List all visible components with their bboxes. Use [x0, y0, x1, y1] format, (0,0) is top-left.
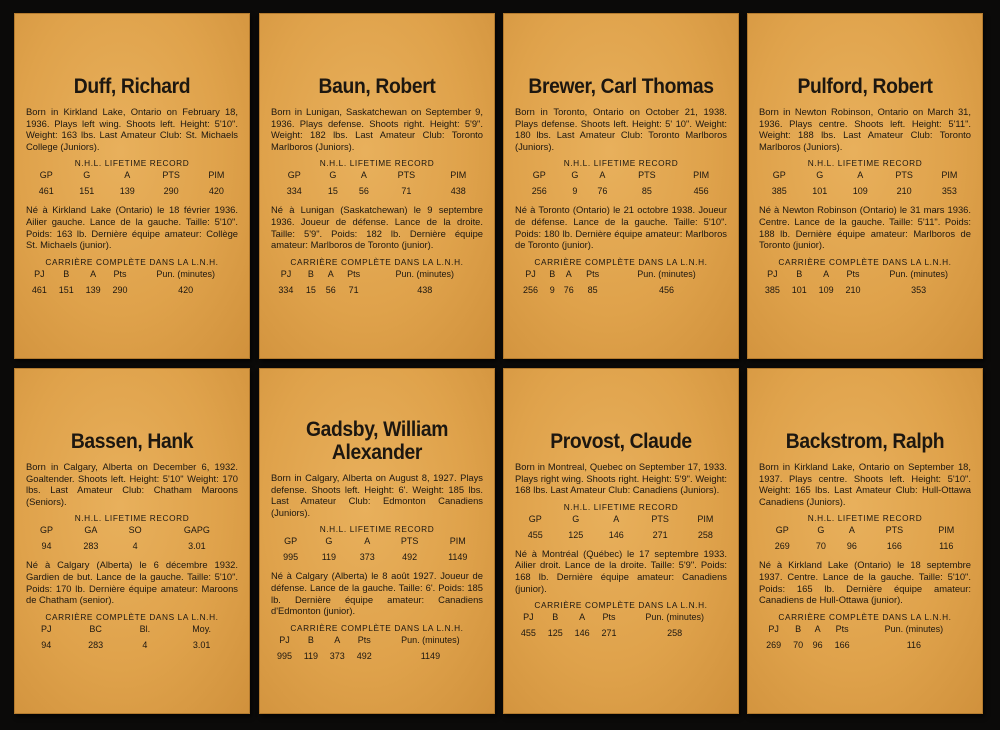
- player-card: [747, 368, 983, 714]
- stat-header: Pts: [846, 268, 860, 279]
- stat-header: PIM: [208, 170, 225, 181]
- stat-header: PIM: [941, 170, 958, 181]
- stat-header: PJ: [767, 268, 778, 279]
- stat-header: G: [816, 170, 824, 181]
- stat-header: PJ: [523, 612, 534, 623]
- record-title-french: CARRIÈRE COMPLÈTE DANS LA L.N.H.: [778, 611, 952, 622]
- stat-value: 96: [846, 541, 857, 552]
- stat-header: Bl.: [139, 623, 151, 634]
- stat-header: B: [796, 268, 803, 279]
- player-name: Brewer, Carl Thomas: [528, 75, 714, 98]
- stat-value: 56: [358, 186, 369, 197]
- stat-header: PIM: [450, 170, 467, 181]
- player-name: Baun, Robert: [318, 75, 436, 98]
- stat-value: 210: [845, 284, 861, 295]
- stat-value: 85: [587, 284, 598, 295]
- stat-header: Pts: [602, 612, 616, 623]
- stat-header: Pun. (minutes): [884, 623, 944, 634]
- stat-header: PJ: [280, 268, 292, 279]
- stat-header: A: [124, 170, 131, 181]
- stat-value: 56: [325, 284, 336, 295]
- stat-value: 1149: [420, 650, 441, 661]
- stat-header: A: [90, 268, 97, 279]
- stat-value: 3.01: [192, 639, 211, 650]
- bio-french: Né à Newton Robinson (Ontario) le 31 mars 1936. Centre. Lance de la gauche. Taille: 5'11". Poids: 188 lb. Dernière équipe amateur: Marlboros de Toronto (junior).: [759, 204, 971, 251]
- stat-header: Moy.: [192, 623, 212, 634]
- stat-header: A: [823, 268, 830, 279]
- stat-header: G: [571, 170, 579, 181]
- stat-value: 119: [321, 552, 337, 563]
- player-card: [747, 13, 983, 359]
- record-title-french: CARRIÈRE COMPLÈTE DANS LA L.N.H.: [290, 622, 464, 633]
- stat-value: 456: [659, 284, 675, 295]
- record-title-english: N.H.L. LIFETIME RECORD: [807, 513, 923, 524]
- stat-value: 71: [348, 284, 359, 295]
- stat-header: A: [613, 513, 620, 524]
- stat-header: Pts: [113, 268, 127, 279]
- stat-header: PJ: [525, 268, 536, 279]
- stat-value: 271: [652, 529, 668, 540]
- stats-table-english: [759, 169, 971, 198]
- record-title-english: N.H.L. LIFETIME RECORD: [319, 158, 435, 169]
- stat-value: 166: [886, 541, 902, 552]
- stat-value: 139: [85, 284, 101, 295]
- bio-english: Born in Calgary, Alberta on December 6, 1932. Goaltender. Shoots left. Height: 5'10" Weight: 170 lbs. Last Amateur Club: Chatham Maroons (Seniors).: [26, 461, 238, 507]
- stat-value: 256: [531, 186, 547, 197]
- stat-value: 166: [834, 639, 850, 650]
- stat-value: 94: [41, 541, 52, 552]
- player-card: [503, 368, 739, 714]
- stat-value: 116: [906, 639, 922, 650]
- stat-value: 438: [450, 186, 466, 197]
- player-name: Gadsby, William Alexander: [305, 418, 449, 464]
- stats-table-english: [26, 524, 238, 553]
- stat-header: Pun. (minutes): [637, 268, 696, 279]
- stat-header: A: [327, 268, 334, 279]
- stat-header: A: [814, 623, 821, 634]
- stat-value: 995: [283, 552, 299, 563]
- stat-value: 4: [142, 639, 148, 650]
- stat-value: 4: [132, 541, 138, 552]
- stat-header: G: [325, 536, 333, 547]
- stat-header: B: [307, 634, 314, 645]
- stat-value: 420: [178, 284, 194, 295]
- stats-table-english: [26, 169, 238, 198]
- stat-header: PIM: [938, 525, 955, 536]
- stat-header: GP: [287, 170, 301, 181]
- stat-header: G: [329, 170, 337, 181]
- stat-header: PJ: [34, 268, 45, 279]
- stat-header: A: [599, 170, 606, 181]
- stat-value: 85: [641, 186, 652, 197]
- stat-value: 109: [852, 186, 868, 197]
- record-title-english: N.H.L. LIFETIME RECORD: [319, 524, 435, 535]
- bio-english: Born in Calgary, Alberta on August 8, 1927. Plays defense. Shoots left. Height: 6'. Weight: 185 lbs. Last Amateur Club: Edmonton Canadiens (Juniors).: [271, 472, 483, 518]
- stat-value: 109: [818, 284, 834, 295]
- stat-header: G: [572, 513, 580, 524]
- bio-french: Né à Lunigan (Saskatchewan) le 9 septembre 1936. Joueur de défense. Lance de la droite. Taille: 5'9". Poids: 182 lb. Dernière équipe amateur: Marlboros de Toronto (junior).: [271, 204, 483, 251]
- stat-value: 9: [572, 186, 578, 197]
- stat-value: 101: [791, 284, 807, 295]
- stat-header: Pts: [586, 268, 600, 279]
- stat-header: PTS: [651, 513, 669, 524]
- bio-english: Born in Montreal, Quebec on September 17, 1933. Plays right wing. Shoots right. Height: 5'9". Weight: 168 lbs. Last Amateur Club: Canadiens (Juniors).: [515, 461, 727, 496]
- stat-value: 125: [568, 529, 584, 540]
- stat-header: Pts: [347, 268, 361, 279]
- bio-english: Born in Lunigan, Saskatchewan on September 9, 1936. Plays defense. Shoots right. Height: 5'9". Weight: 182 lbs. Last Amateur Club: Toronto Marlboros (Juniors).: [271, 106, 483, 152]
- stat-header: Pts: [357, 634, 371, 645]
- stat-value: 269: [774, 541, 790, 552]
- stat-value: 76: [563, 284, 574, 295]
- stat-value: 334: [286, 186, 302, 197]
- bio-french: Né à Kirkland Lake (Ontario) le 18 septembre 1937. Centre. Lance de la gauche. Taille: 5'10". Poids: 165 lb. Dernière équipe amateur: Canadiens de Hull-Ottawa (junior).: [759, 559, 971, 606]
- stat-value: 116: [939, 541, 954, 552]
- stat-header: Pts: [835, 623, 849, 634]
- player-card: [259, 368, 495, 714]
- stats-table-french: [26, 623, 238, 652]
- stat-header: PIM: [693, 170, 710, 181]
- stat-header: GP: [528, 513, 542, 524]
- record-title-french: CARRIÈRE COMPLÈTE DANS LA L.N.H.: [778, 256, 952, 267]
- record-title-french: CARRIÈRE COMPLÈTE DANS LA L.N.H.: [290, 256, 464, 267]
- stat-header: Pun. (minutes): [645, 612, 704, 623]
- bio-french: Né à Kirkland Lake (Ontario) le 18 février 1936. Ailier gauche. Lance de la gauche. Taille: 5'10". Poids: 163 lb. Dernière équipe amateur: Collège St. Michaels (junior).: [26, 204, 238, 251]
- stats-table-english: [759, 524, 971, 553]
- stat-header: B: [552, 612, 559, 623]
- stat-value: 271: [601, 628, 617, 639]
- stat-header: GP: [772, 170, 786, 181]
- stat-value: 353: [941, 186, 957, 197]
- stat-header: PTS: [895, 170, 913, 181]
- stat-header: GP: [40, 525, 54, 536]
- bio-english: Born in Kirkland Lake, Ontario on February 18, 1936. Plays left wing. Shoots left. Height: 5'10". Weight: 163 lbs. Last Amateur Club: St. Michaels College (Juniors).: [26, 106, 238, 152]
- stat-value: 461: [31, 284, 47, 295]
- stat-header: Pun. (minutes): [401, 634, 460, 645]
- stat-header: GP: [532, 170, 546, 181]
- stats-table-french: [515, 611, 727, 640]
- bio-english: Born in Newton Robinson, Ontario on March 31, 1936. Plays centre. Shoots left. Height: 5'11". Weight: 188 lbs. Last Amateur Club: Toronto Marlboros (Juniors).: [759, 106, 971, 152]
- stat-value: 146: [574, 628, 590, 639]
- stat-header: PTS: [397, 170, 416, 181]
- stat-header: PTS: [638, 170, 656, 181]
- stats-table-french: [759, 268, 971, 297]
- stat-value: 283: [83, 541, 99, 552]
- stat-header: G: [83, 170, 91, 181]
- record-title-english: N.H.L. LIFETIME RECORD: [563, 158, 679, 169]
- stat-value: 461: [38, 186, 54, 197]
- stat-header: A: [579, 612, 586, 623]
- player-name: Duff, Richard: [73, 75, 191, 98]
- stat-header: B: [549, 268, 556, 279]
- stat-value: 94: [41, 639, 52, 650]
- player-name: Provost, Claude: [550, 430, 692, 453]
- player-name: Pulford, Robert: [797, 75, 933, 98]
- stat-header: A: [360, 170, 367, 181]
- stat-value: 420: [208, 186, 224, 197]
- stat-value: 290: [163, 186, 179, 197]
- stat-header: A: [334, 634, 341, 645]
- stat-value: 9: [549, 284, 555, 295]
- stat-header: SO: [128, 525, 142, 536]
- stat-value: 373: [329, 650, 345, 661]
- stat-value: 290: [112, 284, 128, 295]
- bio-english: Born in Kirkland Lake, Ontario on September 18, 1937. Plays centre. Shoots left. Height: 5'10". Weight: 165 lbs. Last Amateur Club: Hull-Ottawa Canadiens (Juniors).: [759, 461, 971, 507]
- stats-table-english: [271, 169, 483, 198]
- stat-value: 258: [697, 529, 713, 540]
- stat-value: 438: [417, 284, 433, 295]
- player-card: [14, 13, 250, 359]
- stat-header: GP: [39, 170, 53, 181]
- stats-table-french: [26, 268, 238, 297]
- stat-header: Pun. (minutes): [395, 268, 455, 279]
- player-card: [503, 13, 739, 359]
- stat-header: GP: [775, 525, 789, 536]
- stat-value: 139: [119, 186, 135, 197]
- stat-header: PTS: [162, 170, 180, 181]
- record-title-french: CARRIÈRE COMPLÈTE DANS LA L.N.H.: [534, 600, 708, 611]
- stat-header: GP: [284, 536, 298, 547]
- stats-table-french: [271, 268, 483, 297]
- stat-value: 385: [771, 186, 787, 197]
- stat-header: PTS: [400, 536, 419, 547]
- stat-value: 101: [812, 186, 828, 197]
- stat-header: GA: [84, 525, 98, 536]
- stat-value: 334: [278, 284, 294, 295]
- record-title-english: N.H.L. LIFETIME RECORD: [563, 501, 679, 512]
- stat-header: PIM: [697, 513, 714, 524]
- stat-value: 385: [764, 284, 780, 295]
- stat-value: 96: [812, 639, 823, 650]
- stats-table-french: [759, 623, 971, 652]
- stat-header: G: [817, 525, 825, 536]
- stat-header: GAPG: [183, 525, 210, 536]
- record-title-french: CARRIÈRE COMPLÈTE DANS LA L.N.H.: [45, 611, 219, 622]
- stat-value: 492: [402, 552, 418, 563]
- stat-value: 353: [911, 284, 927, 295]
- bio-french: Né à Calgary (Alberta) le 6 décembre 1932. Gardien de but. Lance de la gauche. Taille: 5'10". Poids: 170 lb. Dernière équipe amateur: Maroons de Chatham (senior).: [26, 559, 238, 606]
- stat-header: Pun. (minutes): [156, 268, 215, 279]
- stat-header: A: [857, 170, 864, 181]
- record-title-english: N.H.L. LIFETIME RECORD: [74, 513, 190, 524]
- stat-value: 258: [667, 628, 683, 639]
- stats-table-english: [515, 169, 727, 198]
- stat-header: PJ: [41, 623, 52, 634]
- stats-table-english: [515, 513, 727, 542]
- bio-french: Né à Montréal (Québec) le 17 septembre 1933. Ailier droit. Lance de la droite. Taille: 5'9". Poids: 168 lb. Dernière équipe amateur: Canadiens (junior).: [515, 547, 727, 594]
- player-card: [14, 368, 250, 714]
- stat-header: PJ: [768, 623, 779, 634]
- stat-value: 3.01: [188, 541, 206, 552]
- stat-value: 492: [356, 650, 372, 661]
- stat-value: 455: [527, 529, 543, 540]
- stat-header: PTS: [885, 525, 904, 536]
- record-title-english: N.H.L. LIFETIME RECORD: [74, 158, 190, 169]
- record-title-french: CARRIÈRE COMPLÈTE DANS LA L.N.H.: [45, 256, 219, 267]
- player-card: [259, 13, 495, 359]
- player-name: Backstrom, Ralph: [785, 430, 945, 453]
- player-name: Bassen, Hank: [70, 430, 194, 453]
- stat-value: 119: [303, 650, 319, 661]
- stat-header: B: [63, 268, 70, 279]
- stat-value: 71: [401, 186, 412, 197]
- stats-table-english: [271, 535, 483, 564]
- bio-french: Né à Calgary (Alberta) le 8 août 1927. Joueur de défense. Lance de la gauche. Taille: 6'. Poids: 185 lb. Dernière équipe amateur: Canadiens d'Edmonton (junior).: [271, 570, 483, 617]
- stat-value: 15: [327, 186, 338, 197]
- bio-french: Né à Toronto (Ontario) le 21 octobre 1938. Joueur de défense. Lance de la gauche. Taille: 5'10". Poids: 180 lb. Dernière équipe amateur: Marlboros de Toronto (junior).: [515, 204, 727, 251]
- stat-value: 456: [693, 186, 709, 197]
- stat-value: 995: [276, 650, 293, 661]
- stat-header: Pun. (minutes): [889, 268, 948, 279]
- stat-value: 151: [79, 186, 95, 197]
- stat-header: A: [848, 525, 855, 536]
- stat-header: B: [795, 623, 802, 634]
- stat-header: A: [565, 268, 572, 279]
- stat-value: 210: [896, 186, 912, 197]
- stats-table-french: [515, 268, 727, 297]
- stat-value: 146: [608, 529, 624, 540]
- stat-value: 283: [88, 639, 104, 650]
- stat-header: PJ: [279, 634, 290, 645]
- stat-value: 373: [359, 552, 375, 563]
- stat-header: B: [307, 268, 314, 279]
- stats-table-french: [271, 634, 483, 663]
- stat-value: 269: [766, 639, 782, 650]
- stat-value: 151: [58, 284, 74, 295]
- stat-value: 70: [815, 541, 826, 552]
- stat-value: 70: [793, 639, 804, 650]
- stat-header: BC: [89, 623, 102, 634]
- stat-value: 256: [523, 284, 539, 295]
- record-title-english: N.H.L. LIFETIME RECORD: [807, 158, 923, 169]
- stat-value: 15: [305, 284, 316, 295]
- stat-value: 1149: [448, 552, 468, 563]
- bio-english: Born in Toronto, Ontario on October 21, 1938. Plays defense. Shoots left. Height: 5' 10". Weight: 180 lbs. Last Amateur Club: Toronto Marlboros (Juniors).: [515, 106, 727, 152]
- stat-header: PIM: [449, 536, 466, 547]
- stat-value: 455: [520, 628, 536, 639]
- stat-header: A: [364, 536, 371, 547]
- stat-value: 125: [547, 628, 563, 639]
- record-title-french: CARRIÈRE COMPLÈTE DANS LA L.N.H.: [534, 256, 708, 267]
- stat-value: 76: [597, 186, 608, 197]
